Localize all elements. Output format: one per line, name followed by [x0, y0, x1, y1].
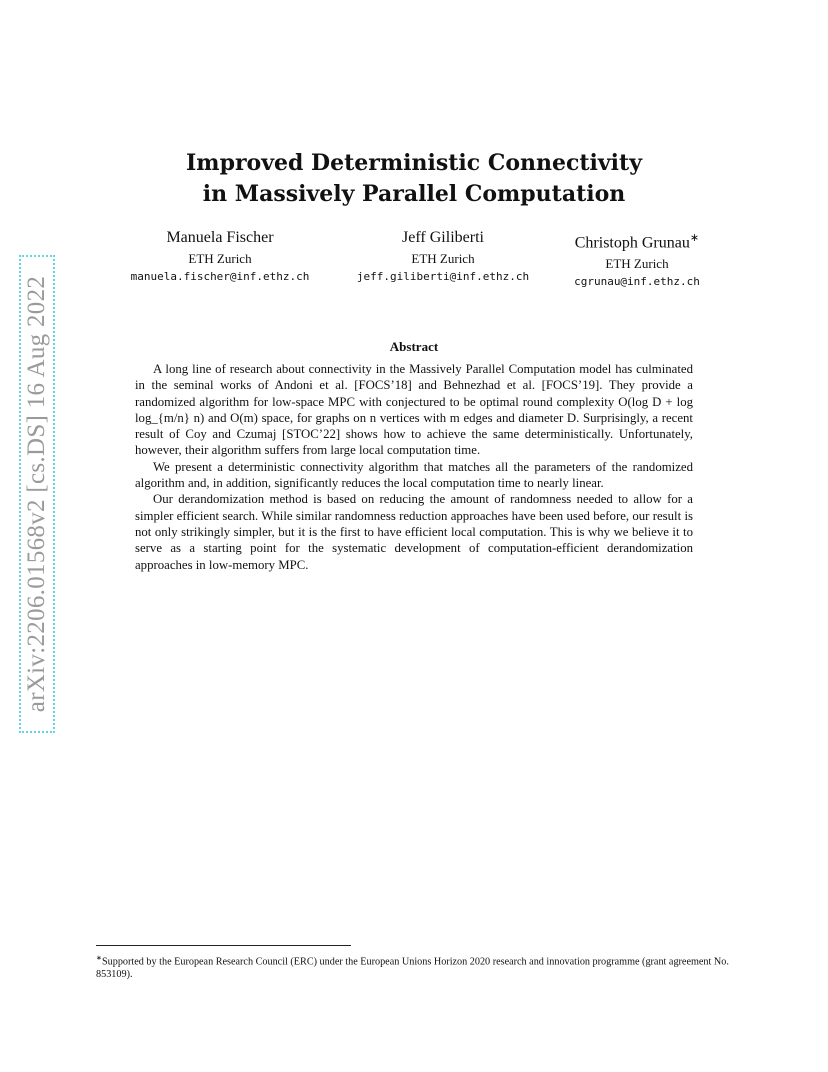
author-email[interactable]: jeff.giliberti@inf.ethz.ch: [356, 270, 530, 283]
footnote: [96, 952, 734, 981]
author-affiliation: ETH Zurich: [188, 251, 252, 266]
author-affiliation: ETH Zurich: [605, 256, 669, 272]
author-block: [522, 228, 752, 291]
author-email[interactable]: cgrunau@inf.ethz.ch: [574, 275, 700, 289]
author-name: Jeff Giliberti: [402, 229, 484, 246]
abstract-paragraph-3: Our derandomization method is based on reducing the amount of randomness needed to allow for a simpler efficient search. While similar randomness reduction approaches have been used before, our result is not only strikingly simpler, but it is the first to have efficient local computation. This is why we believe it to serve as a starting point for the systematic development of computation-efficient derandomization approaches in low-memory MPC.: [135, 492, 693, 572]
author-footnote-mark[interactable]: ∗: [689, 232, 700, 244]
author-email[interactable]: manuela.fischer@inf.ethz.ch: [130, 270, 310, 283]
author-affiliation: ETH Zurich: [411, 251, 475, 266]
abstract-body: [135, 361, 693, 573]
author-name: Christoph Grunau∗: [574, 232, 700, 252]
abstract-paragraph-1: A long line of research about connectivity in the Massively Parallel Computation model has culminated in the seminal works of Andoni et al. [FOCS’18] and Behnezhad et al. [FOCS’19]. They provide a randomized algorithm for low-space MPC with conjectured to be optimal round complexity O(log D + log log_{m/n} n) and O(m) space, for graphs on n vertices with m edges and diameter D. Surprisingly, a recent result of Coy and Czumaj [STOC’22] shows how to achieve the same deterministically. Unfortunately, however, their algorithm suffers from large local computation time.: [135, 362, 693, 458]
footnote-mark: ∗: [96, 954, 102, 962]
title-line-1: Improved Deterministic Connectivity: [186, 150, 642, 176]
abstract-paragraph-2: We present a deterministic connectivity algorithm that matches all the parameters of the randomized algorithm and, in addition, significantly reduces the local computation time to nearly linear.: [135, 459, 693, 491]
arxiv-stamp: [19, 255, 55, 733]
footnote-rule: [96, 945, 351, 946]
author-block: [105, 228, 335, 286]
footnote-text: Supported by the European Research Council (ERC) under the European Unions Horizon 2020 research and innovation programme (grant agreement No. 853109).: [96, 956, 729, 981]
paper-title: [100, 148, 728, 210]
title-line-2: in Massively Parallel Computation: [202, 181, 626, 207]
abstract-heading: Abstract: [389, 339, 439, 354]
author-name: Manuela Fischer: [166, 229, 274, 246]
arxiv-stamp-text: arXiv:2206.01568v2 [cs.DS] 16 Aug 2022: [23, 275, 51, 713]
